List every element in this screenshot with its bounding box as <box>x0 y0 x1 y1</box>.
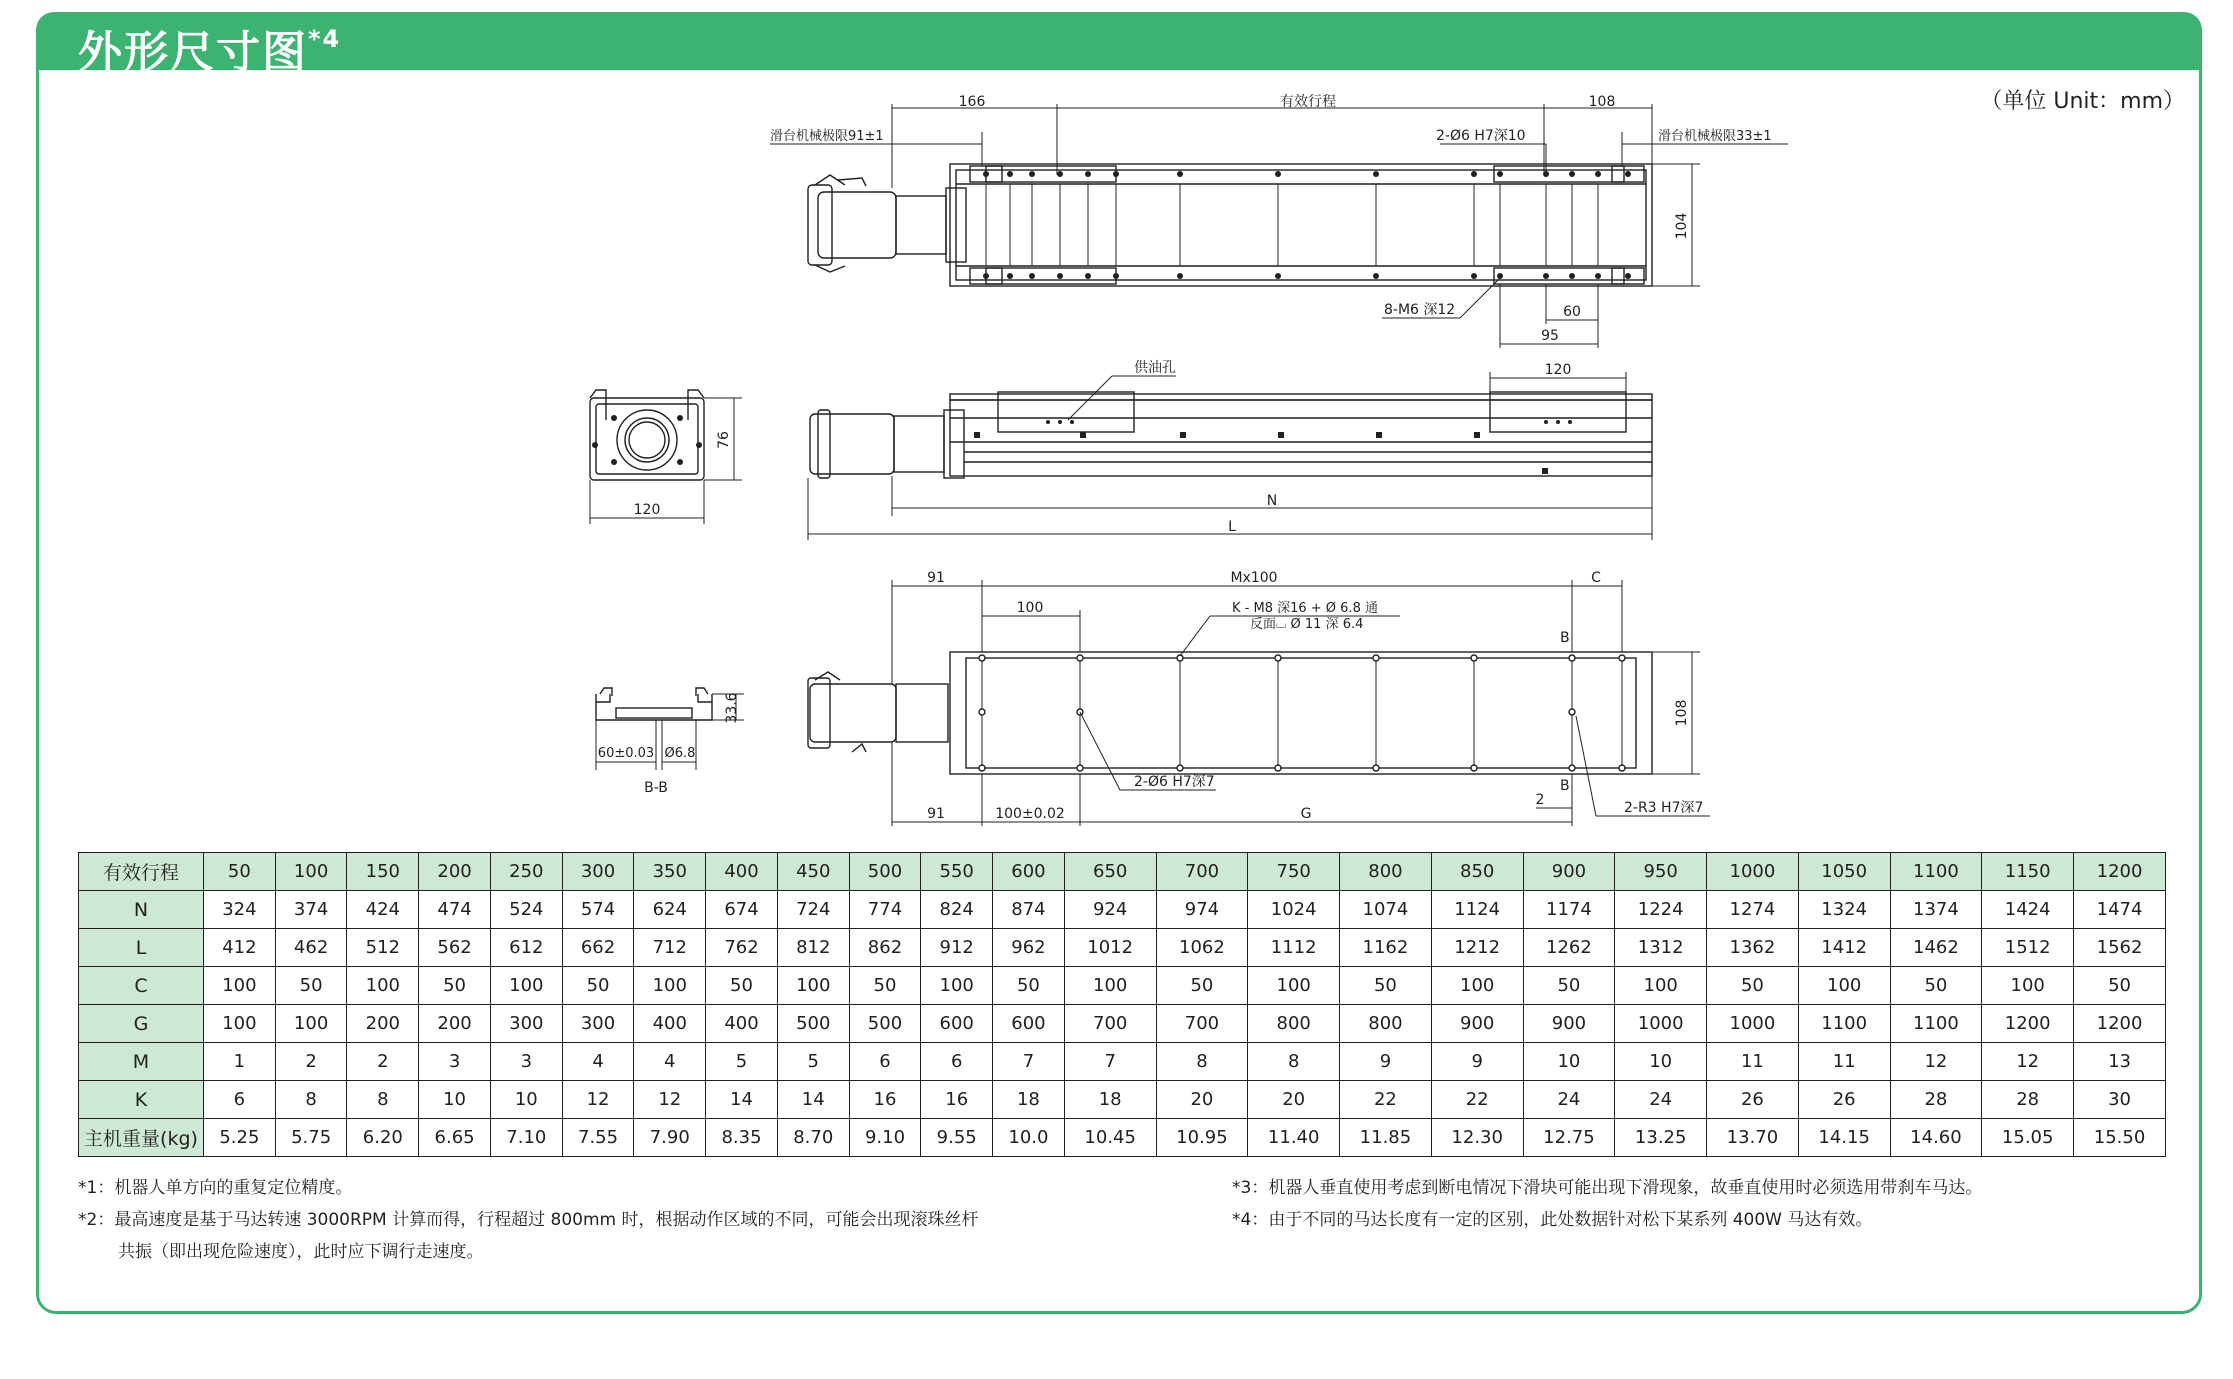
row-label: 主机重量(kg) <box>79 1119 204 1157</box>
table-cell: 16 <box>849 1081 921 1119</box>
table-cell: 862 <box>849 929 921 967</box>
table-cell: 26 <box>1798 1081 1890 1119</box>
dim-91-top: 91 <box>927 570 945 586</box>
table-cell: 1224 <box>1615 891 1707 929</box>
table-cell: 1200 <box>2074 853 2166 891</box>
pin-hole-bottom: 2-Ø6 H7深7 <box>1134 774 1215 790</box>
table-cell: 100 <box>1431 967 1523 1005</box>
table-cell: 6 <box>849 1043 921 1081</box>
dim-G: G <box>1300 806 1312 822</box>
note-3: *3：机器人垂直使用考虑到断电情况下滑块可能出现下滑现象，故垂直使用时必须选用带刹车马达。 <box>1232 1178 1983 1198</box>
table-cell: 1100 <box>1890 1005 1982 1043</box>
dim-100: 100 <box>1016 600 1044 616</box>
table-cell: 3 <box>490 1043 562 1081</box>
table-cell: 512 <box>347 929 419 967</box>
table-cell: 12 <box>1982 1043 2074 1081</box>
page-title: 外形尺寸图$^{*4}$ <box>78 25 342 78</box>
table-cell: 1100 <box>1890 853 1982 891</box>
table-cell: 1012 <box>1064 929 1156 967</box>
table-cell: 600 <box>993 853 1065 891</box>
table-cell: 1000 <box>1707 853 1799 891</box>
mark-B-bottom: B <box>1560 778 1570 794</box>
table-cell: 300 <box>490 1005 562 1043</box>
table-cell: 100 <box>1982 967 2074 1005</box>
table-cell: 3 <box>419 1043 491 1081</box>
table-cell: 12.30 <box>1431 1119 1523 1157</box>
table-cell: 8 <box>347 1081 419 1119</box>
table-cell: 11.85 <box>1340 1119 1432 1157</box>
table-cell: 700 <box>1064 1005 1156 1043</box>
table-cell: 13.25 <box>1615 1119 1707 1157</box>
dim-N: N <box>1266 493 1278 509</box>
table-cell: 50 <box>419 967 491 1005</box>
oil-hole: 供油孔 <box>1134 360 1176 376</box>
table-cell: 100 <box>275 853 347 891</box>
table-cell: 8 <box>1156 1043 1248 1081</box>
table-cell: 200 <box>419 853 491 891</box>
table-cell: 12 <box>634 1081 706 1119</box>
table-cell: 662 <box>562 929 634 967</box>
note-1: *1：机器人单方向的重复定位精度。 <box>78 1178 353 1198</box>
table-cell: 15.50 <box>2074 1119 2166 1157</box>
top-view <box>770 94 1788 348</box>
table-cell: 7.90 <box>634 1119 706 1157</box>
table-cell: 1462 <box>1890 929 1982 967</box>
table-cell: 800 <box>1340 1005 1432 1043</box>
row-label: 有效行程 <box>79 853 204 891</box>
note-2a: *2：最高速度是基于马达转速 3000RPM 计算而得，行程超过 800mm 时，根据动作区域的不同，可能会出现滚珠丝杆 <box>78 1210 979 1230</box>
table-cell: 14.60 <box>1890 1119 1982 1157</box>
table-cell: 100 <box>204 967 276 1005</box>
dim-120-slider: 120 <box>1544 362 1572 378</box>
table-cell: 50 <box>562 967 634 1005</box>
table-cell: 700 <box>1156 1005 1248 1043</box>
table-cell: 324 <box>204 891 276 929</box>
spec-table <box>78 852 2166 1157</box>
dim-166: 166 <box>958 94 986 110</box>
table-cell: 14.15 <box>1798 1119 1890 1157</box>
table-cell: 200 <box>347 1005 419 1043</box>
table-cell: 2 <box>347 1043 419 1081</box>
table-cell: 1162 <box>1340 929 1432 967</box>
table-cell: 24 <box>1615 1081 1707 1119</box>
table-cell: 500 <box>849 853 921 891</box>
pin-hole-top: 2-Ø6 H7深10 <box>1436 128 1526 144</box>
table-cell: 724 <box>777 891 849 929</box>
table-cell: 8.70 <box>777 1119 849 1157</box>
table-cell: 1324 <box>1798 891 1890 929</box>
table-cell: 412 <box>204 929 276 967</box>
table-cell: 13 <box>2074 1043 2166 1081</box>
table-cell: 1074 <box>1340 891 1432 929</box>
dim-2: 2 <box>1535 792 1545 808</box>
table-cell: 100 <box>204 1005 276 1043</box>
table-cell: 624 <box>634 891 706 929</box>
table-cell: 762 <box>706 929 778 967</box>
table-cell: 4 <box>634 1043 706 1081</box>
dim-108-bottom: 108 <box>1674 699 1690 727</box>
table-cell: 8 <box>275 1081 347 1119</box>
table-cell: 100 <box>1798 967 1890 1005</box>
table-row <box>79 1043 2166 1081</box>
table-cell: 2 <box>275 1043 347 1081</box>
table-cell: 14 <box>777 1081 849 1119</box>
table-cell: 50 <box>993 967 1065 1005</box>
table-cell: 900 <box>1431 1005 1523 1043</box>
table-cell: 474 <box>419 891 491 929</box>
table-cell: 900 <box>1523 853 1615 891</box>
dim-76: 76 <box>716 431 732 449</box>
table-cell: 7.10 <box>490 1119 562 1157</box>
table-cell: 600 <box>993 1005 1065 1043</box>
table-cell: 12 <box>1890 1043 1982 1081</box>
table-row <box>79 1081 2166 1119</box>
bottom-view <box>808 570 1710 826</box>
table-cell: 462 <box>275 929 347 967</box>
table-cell: 800 <box>1248 1005 1340 1043</box>
table-cell: 7 <box>993 1043 1065 1081</box>
side-view <box>808 359 1652 540</box>
table-cell: 16 <box>921 1081 993 1119</box>
end-view <box>590 390 742 524</box>
table-cell: 28 <box>1890 1081 1982 1119</box>
mark-B-top: B <box>1560 630 1570 646</box>
limit-left: 滑台机械极限91±1 <box>770 129 884 144</box>
table-cell: 14 <box>706 1081 778 1119</box>
dim-Mx100: Mx100 <box>1230 570 1278 586</box>
table-cell: 15.05 <box>1982 1119 2074 1157</box>
table-cell: 7.55 <box>562 1119 634 1157</box>
table-cell: 1512 <box>1982 929 2074 967</box>
table-cell: 100 <box>921 967 993 1005</box>
table-cell: 100 <box>275 1005 347 1043</box>
table-cell: 1562 <box>2074 929 2166 967</box>
table-cell: 11 <box>1798 1043 1890 1081</box>
dim-108-top: 108 <box>1588 94 1616 110</box>
table-cell: 1374 <box>1890 891 1982 929</box>
table-cell: 450 <box>777 853 849 891</box>
table-cell: 350 <box>634 853 706 891</box>
table-cell: 950 <box>1615 853 1707 891</box>
table-cell: 50 <box>2074 967 2166 1005</box>
table-cell: 20 <box>1156 1081 1248 1119</box>
table-cell: 50 <box>1340 967 1432 1005</box>
table-cell: 812 <box>777 929 849 967</box>
section-bb <box>596 688 744 796</box>
dim-100-tol: 100±0.02 <box>995 806 1065 822</box>
table-cell: 750 <box>1248 853 1340 891</box>
table-cell: 13.70 <box>1707 1119 1799 1157</box>
table-cell: 8 <box>1248 1043 1340 1081</box>
table-cell: 18 <box>1064 1081 1156 1119</box>
slot-hole: 2-R3 H7深7 <box>1624 800 1704 816</box>
table-row <box>79 1005 2166 1043</box>
table-cell: 50 <box>849 967 921 1005</box>
table-cell: 1412 <box>1798 929 1890 967</box>
table-cell: 6 <box>204 1081 276 1119</box>
table-cell: 11 <box>1707 1043 1799 1081</box>
table-row <box>79 891 2166 929</box>
table-cell: 1062 <box>1156 929 1248 967</box>
table-cell: 550 <box>921 853 993 891</box>
dim-6-8: Ø6.8 <box>664 746 696 761</box>
table-cell: 200 <box>419 1005 491 1043</box>
table-cell: 1050 <box>1798 853 1890 891</box>
dim-60-top: 60 <box>1563 304 1581 320</box>
table-cell: 300 <box>562 853 634 891</box>
dim-stroke: 有效行程 <box>1280 94 1336 110</box>
limit-right: 滑台机械极限33±1 <box>1658 129 1772 144</box>
table-cell: 1124 <box>1431 891 1523 929</box>
row-label: M <box>79 1043 204 1081</box>
table-cell: 100 <box>1248 967 1340 1005</box>
table-cell: 100 <box>634 967 706 1005</box>
table-cell: 5 <box>777 1043 849 1081</box>
table-cell: 1212 <box>1431 929 1523 967</box>
table-cell: 9.55 <box>921 1119 993 1157</box>
table-cell: 6.20 <box>347 1119 419 1157</box>
dim-95: 95 <box>1541 328 1559 344</box>
table-cell: 524 <box>490 891 562 929</box>
note-2b: 共振（即出现危险速度），此时应下调行走速度。 <box>118 1242 484 1262</box>
table-cell: 1 <box>204 1043 276 1081</box>
mount-hole-line2: 反面⌴ Ø 11 深 6.4 <box>1250 617 1364 632</box>
table-cell: 6.65 <box>419 1119 491 1157</box>
table-cell: 674 <box>706 891 778 929</box>
table-cell: 9 <box>1340 1043 1432 1081</box>
dim-104: 104 <box>1674 212 1690 240</box>
dim-C: C <box>1591 570 1601 586</box>
table-cell: 500 <box>849 1005 921 1043</box>
dim-60-tol: 60±0.03 <box>597 746 655 761</box>
table-cell: 1174 <box>1523 891 1615 929</box>
notes-right <box>1232 1172 1982 1236</box>
table-cell: 1100 <box>1798 1005 1890 1043</box>
table-cell: 974 <box>1156 891 1248 929</box>
table-row <box>79 967 2166 1005</box>
table-cell: 7 <box>1064 1043 1156 1081</box>
row-label: K <box>79 1081 204 1119</box>
table-cell: 1024 <box>1248 891 1340 929</box>
table-cell: 1000 <box>1615 1005 1707 1043</box>
dim-L: L <box>1228 519 1236 535</box>
table-cell: 850 <box>1431 853 1523 891</box>
table-cell: 22 <box>1340 1081 1432 1119</box>
unit-label: （单位 Unit：mm） <box>1980 89 2185 114</box>
table-cell: 1262 <box>1523 929 1615 967</box>
table-cell: 874 <box>993 891 1065 929</box>
table-cell: 30 <box>2074 1081 2166 1119</box>
table-cell: 824 <box>921 891 993 929</box>
row-label: G <box>79 1005 204 1043</box>
dim-91-bottom: 91 <box>927 806 945 822</box>
table-cell: 924 <box>1064 891 1156 929</box>
table-cell: 712 <box>634 929 706 967</box>
table-cell: 100 <box>490 967 562 1005</box>
row-label: L <box>79 929 204 967</box>
table-cell: 1000 <box>1707 1005 1799 1043</box>
table-cell: 600 <box>921 1005 993 1043</box>
table-row <box>79 929 2166 967</box>
table-cell: 5 <box>706 1043 778 1081</box>
table-cell: 912 <box>921 929 993 967</box>
tap-hole: 8-M6 深12 <box>1384 302 1456 318</box>
table-cell: 150 <box>347 853 419 891</box>
table-cell: 500 <box>777 1005 849 1043</box>
table-cell: 22 <box>1431 1081 1523 1119</box>
table-cell: 5.75 <box>275 1119 347 1157</box>
table-cell: 28 <box>1982 1081 2074 1119</box>
row-label: N <box>79 891 204 929</box>
table-cell: 774 <box>849 891 921 929</box>
mount-hole-line1: K - M8 深16 + Ø 6.8 通 <box>1232 601 1378 616</box>
table-cell: 374 <box>275 891 347 929</box>
table-cell: 1200 <box>2074 1005 2166 1043</box>
table-cell: 1312 <box>1615 929 1707 967</box>
table-cell: 424 <box>347 891 419 929</box>
table-cell: 1200 <box>1982 1005 2074 1043</box>
table-cell: 10.95 <box>1156 1119 1248 1157</box>
table-cell: 50 <box>706 967 778 1005</box>
table-cell: 100 <box>777 967 849 1005</box>
table-cell: 12 <box>562 1081 634 1119</box>
dim-120-end: 120 <box>633 502 661 518</box>
table-cell: 5.25 <box>204 1119 276 1157</box>
table-cell: 612 <box>490 929 562 967</box>
table-cell: 700 <box>1156 853 1248 891</box>
table-cell: 10 <box>490 1081 562 1119</box>
table-cell: 4 <box>562 1043 634 1081</box>
table-cell: 1112 <box>1248 929 1340 967</box>
table-cell: 562 <box>419 929 491 967</box>
table-cell: 574 <box>562 891 634 929</box>
table-cell: 250 <box>490 853 562 891</box>
table-cell: 10.0 <box>993 1119 1065 1157</box>
table-cell: 50 <box>1707 967 1799 1005</box>
table-row <box>79 1119 2166 1157</box>
table-cell: 1150 <box>1982 853 2074 891</box>
table-cell: 9 <box>1431 1043 1523 1081</box>
table-cell: 800 <box>1340 853 1432 891</box>
table-cell: 650 <box>1064 853 1156 891</box>
table-cell: 10 <box>1523 1043 1615 1081</box>
table-row <box>79 853 2166 891</box>
table-cell: 100 <box>1615 967 1707 1005</box>
table-cell: 50 <box>1890 967 1982 1005</box>
table-cell: 9.10 <box>849 1119 921 1157</box>
note-4: *4：由于不同的马达长度有一定的区别，此处数据针对松下某系列 400W 马达有效。 <box>1232 1210 1873 1230</box>
section-label: B-B <box>644 780 668 796</box>
table-cell: 12.75 <box>1523 1119 1615 1157</box>
table-cell: 300 <box>562 1005 634 1043</box>
table-cell: 1424 <box>1982 891 2074 929</box>
row-label: C <box>79 967 204 1005</box>
table-cell: 10 <box>419 1081 491 1119</box>
table-cell: 8.35 <box>706 1119 778 1157</box>
table-cell: 10 <box>1615 1043 1707 1081</box>
table-cell: 100 <box>347 967 419 1005</box>
table-cell: 962 <box>993 929 1065 967</box>
table-cell: 26 <box>1707 1081 1799 1119</box>
table-cell: 400 <box>706 1005 778 1043</box>
table-cell: 400 <box>634 1005 706 1043</box>
table-cell: 100 <box>1064 967 1156 1005</box>
table-cell: 1362 <box>1707 929 1799 967</box>
table-cell: 1274 <box>1707 891 1799 929</box>
table-cell: 50 <box>1523 967 1615 1005</box>
table-cell: 18 <box>993 1081 1065 1119</box>
table-cell: 6 <box>921 1043 993 1081</box>
table-cell: 11.40 <box>1248 1119 1340 1157</box>
table-cell: 20 <box>1248 1081 1340 1119</box>
table-cell: 50 <box>204 853 276 891</box>
dim-33-6: 33.6 <box>724 692 740 724</box>
table-cell: 900 <box>1523 1005 1615 1043</box>
table-cell: 50 <box>1156 967 1248 1005</box>
table-cell: 50 <box>275 967 347 1005</box>
table-cell: 10.45 <box>1064 1119 1156 1157</box>
notes-left <box>78 1172 979 1268</box>
table-cell: 1474 <box>2074 891 2166 929</box>
table-cell: 400 <box>706 853 778 891</box>
table-cell: 24 <box>1523 1081 1615 1119</box>
